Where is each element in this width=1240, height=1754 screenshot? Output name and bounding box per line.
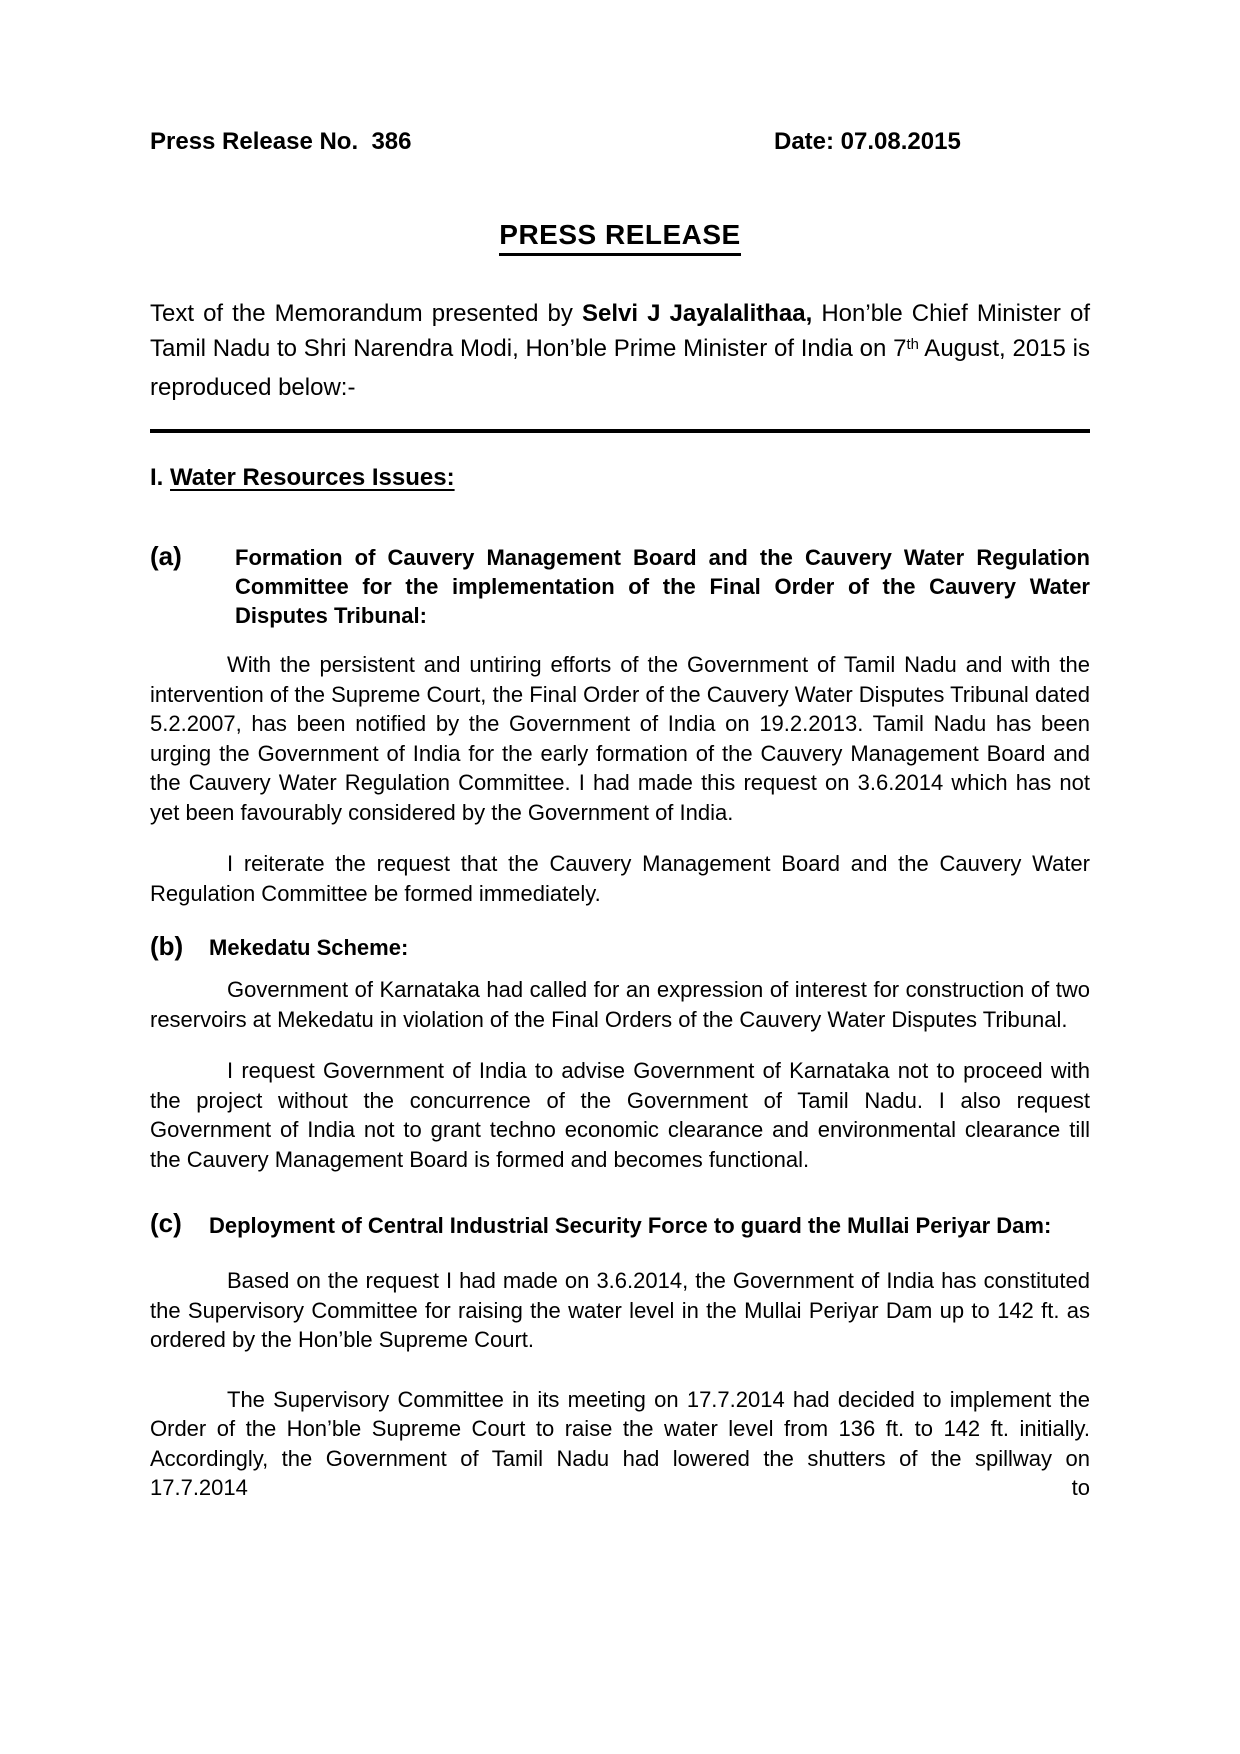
item-b-paragraph-2: I request Government of India to advise Government of Karnataka not to proceed with the project without the concurrence of the Government of Tamil Nadu. I also request Government of India not to grant techno economic clearance and environmental clearance till the Cauvery Management Board is formed and becomes functional. [150,1058,1090,1172]
press-release-number: Press Release No. 386 [150,128,412,155]
horizontal-rule [150,429,1090,433]
item-b [150,930,1090,967]
intro-paragraph [150,296,1090,405]
section-heading-water-resources [150,463,1090,493]
item-c [150,1210,1090,1241]
title-row [150,220,1090,256]
item-a-paragraph-2: I reiterate the request that the Cauvery Management Board and the Cauvery Water Regulation Committee be formed immediately. [150,851,1090,906]
item-b-paragraph-1: Government of Karnataka had called for an expression of interest for construction of two reservoirs at Mekedatu in violation of the Final Orders of the Cauvery Water Disputes Tribunal. [150,977,1090,1032]
item-c-label: (c) [150,1208,182,1238]
item-a-label: (a) [150,541,182,571]
page-title: PRESS RELEASE [499,220,740,256]
minister-name: Selvi J Jayalalithaa, [581,300,813,327]
item-c-paragraph-2: The Supervisory Committee in its meeting on 17.7.2014 had decided to implement the Order of the Hon’ble Supreme Court to raise the water level from 136 ft. to 142 ft. initially. Accordingly, the Government of Tamil Nadu had lowered the shutters of the spillway on 17.7.2014 to [150,1386,1090,1500]
item-a [150,543,1090,630]
intro-text-2: Hon’ble Chief Minister of Tamil Nadu to Shri Narendra Modi, Hon’ble Prime Minister of India on 7 [150,300,1090,362]
ordinal-superscript: th [906,337,919,354]
document-header [150,128,1090,156]
item-a-heading: Formation of Cauvery Management Board and the Cauvery Water Regulation Committee for the implementation of the Final Order of the Cauvery Water Disputes Tribunal: [235,545,1090,628]
item-b-label: (b) [150,931,184,961]
intro-text-1: Text of the Memorandum presented by [150,300,582,327]
item-b-heading: Mekedatu Scheme: [209,935,409,960]
section-heading-text: Water Resources Issues: [170,464,455,491]
document-date: Date: 07.08.2015 [774,128,961,155]
item-c-heading: Deployment of Central Industrial Security Force to guard the Mullai Periyar Dam: [209,1213,1052,1238]
item-a-paragraph-1: With the persistent and untiring efforts of the Government of Tamil Nadu and with the intervention of the Supreme Court, the Final Order of the Cauvery Water Disputes Tribunal dated 5.2.2007, has been notified by the Government of India on 19.2.2013. Tamil Nadu has been urging the Government of India for the early formation of the Cauvery Management Board and the Cauvery Water Regulation Committee. I had made this request on 3.6.2014 which has not yet been favourably considered by the Government of India. [150,652,1090,825]
item-c-paragraph-1: Based on the request I had made on 3.6.2014, the Government of India has constituted the Supervisory Committee for raising the water level in the Mullai Periyar Dam up to 142 ft. as ordered by the Hon’ble Supreme Court. [150,1268,1090,1352]
section-numeral: I. [150,464,171,491]
intro-text-3: August, 2015 is reproduced below:- [150,335,1090,401]
